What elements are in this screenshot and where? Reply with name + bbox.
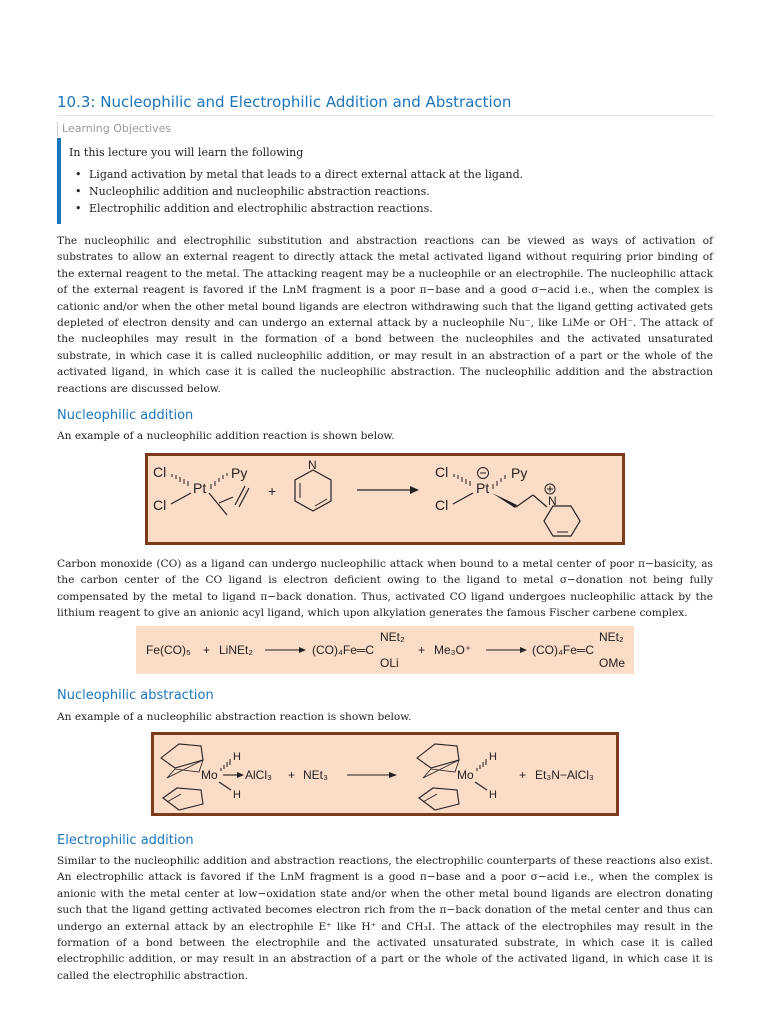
carbonyl-fe-label: (CO)₄Fe═C [532, 643, 595, 657]
cl-label: Cl [435, 464, 449, 480]
h-label: H [233, 751, 241, 763]
list-item: • Nucleophilic addition and nucleophilic abstraction reactions. [69, 183, 523, 200]
fischer-carbene-figure [136, 626, 634, 674]
learning-objectives-intro: In this lecture you will learn the following [69, 146, 304, 159]
learning-objectives-label: Learning Objectives [57, 122, 171, 136]
cl-label: Cl [153, 464, 167, 480]
pt-label: Pt [193, 480, 207, 496]
net2-label: NEt₂ [599, 630, 624, 644]
mo-label: Mo [201, 768, 218, 782]
me3o-label: Me₃O⁺ [434, 643, 472, 657]
py-label: Py [231, 465, 248, 481]
oli-label: OLi [380, 656, 399, 670]
co-paragraph: Carbon monoxide (CO) as a ligand can undergo nucleophilic attack when bound to a metal center of poor π−basicity, as the carbon center of the CO ligand is electron deficient owing to the ligand to metal σ−donation not being fully compensated by the metal to ligand π−back donation. Thus, activated CO ligand undergoes nucleophilic attack by the lithium reagent to give an anionic acyl ligand, which upon alkylation generates the famous Fischer carbene complex. [57, 558, 713, 620]
py-label: Py [511, 465, 528, 481]
carbonyl-fe-label: (CO)₄Fe═C [312, 643, 375, 657]
plus-sign: + [288, 768, 296, 782]
nucleophilic-addition-heading: Nucleophilic addition [57, 408, 194, 423]
ome-label: OMe [599, 656, 626, 670]
adduct-label: Et₃N−AlCl₃ [535, 768, 594, 782]
list-item: • Ligand activation by metal that leads to a direct external attack at the ligand. [69, 166, 523, 183]
mo-label: Mo [457, 768, 474, 782]
n-label: N [308, 458, 317, 472]
nucleophilic-abstraction-caption: An example of a nucleophilic abstraction reaction is shown below. [57, 711, 412, 723]
plus-sign: + [418, 643, 426, 657]
electrophilic-addition-paragraph: Similar to the nucleophilic addition and abstraction reactions, the electrophilic counterparts of these reactions also exist. An electrophilic attack is favored if the LnM fragment is a good π−base and a poor σ−acid i.e., when the complex is anionic with the metal center at low−oxidation state and/or when the other metal bound ligands are electron donating such that the ligand getting activated becomes electron rich from the π−back donation of the metal center and thus can undergo an external attack by an electrophile E⁺ like H⁺ and CH₃I. The attack of the electrophiles may result in the formation of a bond between the electrophile and the activated unsaturated substrate, in which case it is called electrophilic addition, or may result in an abstraction of a part or the whole of the activated ligand, in which case it is called the electrophilic abstraction. [57, 855, 713, 982]
electrophilic-addition-heading: Electrophilic addition [57, 833, 194, 848]
net3-label: NEt₃ [303, 768, 328, 782]
title-divider [57, 115, 713, 116]
pt-label: Pt [476, 480, 490, 496]
nucleophilic-abstraction-figure [151, 732, 619, 816]
plus-sign: + [268, 483, 277, 499]
cl-label: Cl [435, 497, 449, 513]
cl-label: Cl [153, 497, 167, 513]
nucleophilic-abstraction-heading: Nucleophilic abstraction [57, 688, 214, 703]
nucleophilic-addition-caption: An example of a nucleophilic addition reaction is shown below. [57, 430, 395, 442]
net2-label: NEt₂ [380, 630, 405, 644]
learning-objectives-box [57, 138, 701, 224]
h-label: H [233, 789, 241, 801]
plus-sign: + [519, 768, 527, 782]
alcl3-label: AlCl₃ [245, 768, 272, 782]
h-label: H [489, 751, 497, 763]
h-label: H [489, 789, 497, 801]
fe-co5-label: Fe(CO)₅ [146, 643, 191, 657]
list-item: • Electrophilic addition and electrophilic abstraction reactions. [69, 200, 523, 217]
page-title: 10.3: Nucleophilic and Electrophilic Addition and Abstraction [57, 93, 512, 111]
intro-paragraph: The nucleophilic and electrophilic substitution and abstraction reactions can be viewed as ways of activation of substrates to allow an external reagent to directly attack the metal activated ligand without requiring prior binding of the external reagent to the metal. The attacking reagent may be a nucleophile or an electrophile. The nucleophilic attack of the external reagent is favored if the LnM fragment is a poor π−base and a good σ−acid i.e., when the complex is cationic and/or when the other metal bound ligands are electron withdrawing such that the ligand getting activated gets depleted of electron density and can undergo an external attack by a nucleophile Nu⁻, like LiMe or OH⁻. The attack of the nucleophiles may result in the formation of a bond between the nucleophiles and the activated unsaturated substrate, in which case it is called nucleophilic addition, or may result in an abstraction of a part or the whole of the activated ligand, in which case it is called the nucleophilic abstraction. The nucleophilic addition and the abstraction reactions are discussed below. [57, 235, 713, 395]
nucleophilic-addition-figure [145, 453, 625, 545]
learning-objectives-list [69, 166, 523, 217]
n-label: N [548, 494, 557, 508]
linet2-label: LiNEt₂ [219, 643, 254, 657]
plus-sign: + [203, 643, 211, 657]
